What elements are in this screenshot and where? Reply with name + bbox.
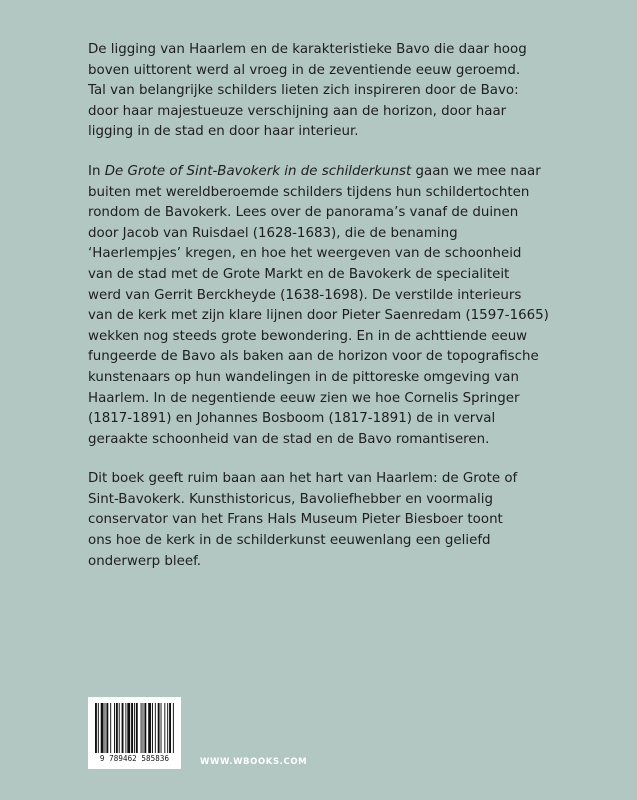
barcode-bar — [148, 703, 151, 753]
text-suffix: gaan we mee naar — [411, 163, 541, 179]
barcode-bar — [110, 703, 111, 753]
barcode-bar — [131, 703, 133, 753]
text-line: ligging in de stad en door haar interieur. — [88, 124, 359, 140]
barcode-bar — [161, 703, 162, 753]
barcode-bar — [114, 703, 115, 753]
barcode-bar — [158, 703, 160, 753]
barcode-bar — [122, 703, 124, 753]
barcode-bar — [173, 703, 174, 753]
text-line: Haarlem. In de negentiende eeuw zien we hoe Cornelis Springer — [88, 390, 520, 406]
back-cover-text — [88, 40, 608, 591]
paragraph-painters — [88, 162, 608, 450]
barcode-bar — [141, 703, 142, 753]
text-line: ‘Haerlempjes’ kregen, en hoe het weergeven van de schoonheid — [88, 246, 522, 262]
text-line: van de stad met de Grote Markt en de Bavokerk de specialiteit — [88, 266, 510, 282]
text-line: (1817-1891) en Johannes Bosboom (1817-1891) de in verval — [88, 411, 496, 427]
text-line: onderwerp bleef. — [88, 553, 202, 569]
publisher-website: WWW.WBOOKS.COM — [200, 757, 308, 767]
text-line: De ligging van Haarlem en de karakteristieke Bavo die daar hoog — [88, 42, 527, 57]
barcode-bar — [105, 703, 106, 753]
barcode-bar — [127, 703, 130, 753]
text-line: door Jacob van Ruisdael (1628-1683), die de benaming — [88, 225, 458, 241]
text-line: buiten met wereldberoemde schilders tijdens hun schildertochten — [88, 184, 530, 200]
barcode-bar — [169, 703, 171, 753]
barcode-bar — [152, 703, 153, 753]
text-line: kunstenaars op hun wandelingen in de pittoreske omgeving van — [88, 369, 519, 385]
barcode-bar — [95, 703, 97, 753]
barcode-bar — [134, 703, 135, 753]
isbn-barcode — [88, 697, 181, 769]
text-line: rondom de Bavokerk. Lees over de panorama’s vanaf de duinen — [88, 205, 519, 221]
barcode-bar — [98, 703, 99, 753]
text-line: Tal van belangrijke schilders lieten zich inspireren door de Bavo: — [88, 83, 519, 99]
text-line: Dit boek geeft ruim baan aan het hart van Haarlem: de Grote of — [88, 471, 518, 487]
barcode-bar — [143, 703, 144, 753]
paragraph-intro — [88, 40, 608, 143]
barcode-bar — [116, 703, 118, 753]
barcode-bar — [167, 703, 168, 753]
text-line: fungeerde de Bavo als baken aan de horizon voor de topografische — [88, 349, 539, 365]
barcode-bar — [119, 703, 120, 753]
book-title-italic: De Grote of Sint-Bavokerk in de schilderkunst — [104, 163, 412, 179]
barcode-bar — [164, 703, 165, 753]
barcode-bar — [106, 703, 108, 753]
paragraph-book — [88, 469, 608, 572]
text-line: boven uittorent werd al vroeg in de zeventiende eeuw geroemd. — [88, 62, 521, 78]
text-line: ons hoe de kerk in de schilderkunst eeuwenlang een geliefd — [88, 533, 491, 549]
barcode-bar — [125, 703, 126, 753]
text-line: werd van Gerrit Berckheyde (1638-1698). De verstilde interieurs — [88, 287, 522, 303]
text-line: wekken nog steeds grote bewondering. En in de achttiende eeuw — [88, 328, 528, 344]
isbn-number: 9 789462 585836 — [99, 754, 170, 763]
barcode-bar — [155, 703, 156, 753]
barcode-bar — [101, 703, 104, 753]
text-line-with-title — [88, 162, 608, 183]
text-line: conservator van het Frans Hals Museum Pieter Biesboer toont — [88, 512, 503, 528]
barcode-bar — [144, 703, 146, 753]
barcode-bars — [94, 703, 175, 753]
text-line: Sint-Bavokerk. Kunsthistoricus, Bavoliefhebber en voormalig — [88, 491, 493, 507]
text-line: geraakte schoonheid van de stad en de Bavo romantiseren. — [88, 431, 490, 447]
text-line: door haar majestueuze verschijning aan de horizon, door haar — [88, 103, 507, 119]
text-line: van de kerk met zijn klare lijnen door Pieter Saenredam (1597-1665) — [88, 308, 549, 324]
barcode-bar — [136, 703, 138, 753]
text-prefix: In — [88, 163, 105, 179]
